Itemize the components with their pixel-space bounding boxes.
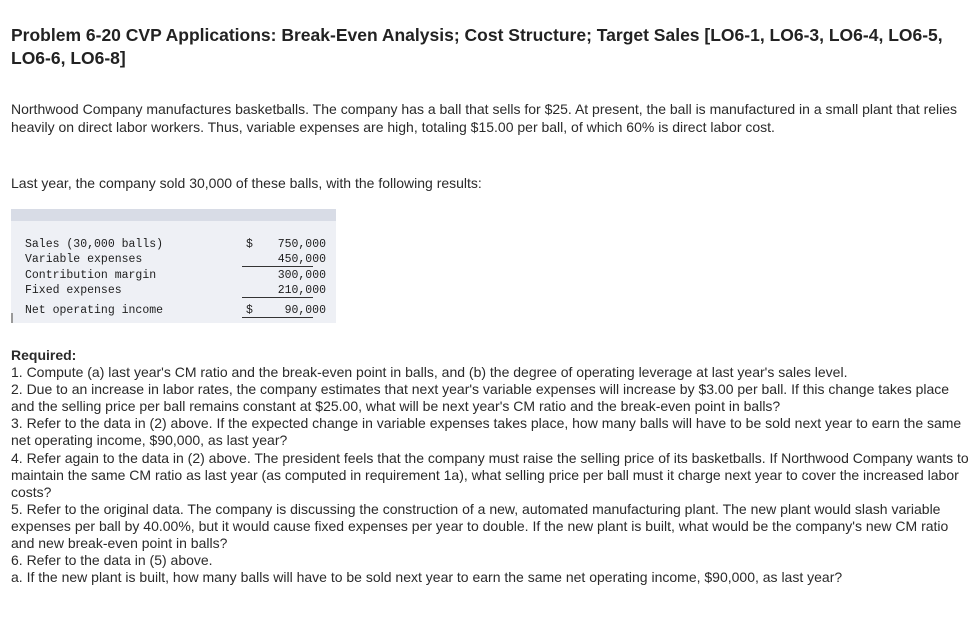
statement-row-contribution-margin bbox=[25, 269, 325, 284]
dollar-sign: $ bbox=[246, 304, 253, 317]
statement-value: 300,000 bbox=[277, 269, 326, 282]
dollar-sign: $ bbox=[246, 238, 253, 251]
required-section bbox=[11, 347, 973, 586]
statement-value: 210,000 bbox=[277, 284, 326, 297]
last-year-text: Last year, the company sold 30,000 of these balls, with the following results: bbox=[11, 175, 482, 191]
statement-label: Variable expenses bbox=[25, 253, 143, 266]
requirement-item: 5. Refer to the original data. The company is discussing the construction of a new, automated manufacturing plant. The new plant would slash variable expenses per ball by 40.00%, but it would cause fixed expenses per year to double. If the new plant is built, what would be the company's new CM ratio and new break-even point in balls? bbox=[11, 500, 949, 552]
requirement-item: 2. Due to an increase in labor rates, the company estimates that next year's variable expenses will increase by $3.00 per ball. If this change takes place and the selling price per ball remains constant at $25.00, what will be next year's CM ratio and the break-even point in balls? bbox=[11, 381, 950, 415]
income-statement bbox=[11, 209, 336, 323]
subtotal-rule bbox=[242, 266, 313, 267]
statement-edge bbox=[11, 313, 13, 323]
required-heading: Required: bbox=[11, 347, 77, 363]
requirement-item: 3. Refer to the data in (2) above. If the expected change in variable expenses takes place, how many balls will have to be sold next year to earn the same net operating income, $90,000, as last year? bbox=[11, 415, 962, 449]
statement-label: Fixed expenses bbox=[25, 284, 122, 297]
subtotal-rule bbox=[242, 297, 313, 298]
statement-value: 450,000 bbox=[277, 253, 326, 266]
statement-label: Sales (30,000 balls) bbox=[25, 238, 164, 251]
statement-row-sales bbox=[25, 238, 325, 253]
statement-label: Net operating income bbox=[25, 304, 164, 317]
problem-title: Problem 6-20 CVP Applications: Break-Even Analysis; Cost Structure; Target Sales [LO6-1, LO6-3, LO6-4, LO6-5, LO6-6, LO6-8] bbox=[11, 25, 943, 68]
problem-intro: Northwood Company manufactures basketballs. The company has a ball that sells for $25. At present, the ball is manufactured in a small plant that relies heavily on direct labor workers. Thus, variable expenses are high, totaling $15.00 per ball, of which 60% is direct labor cost. bbox=[11, 101, 958, 135]
requirement-item: 1. Compute (a) last year's CM ratio and the break-even point in balls, and (b) the degree of operating leverage at last year's sales level. bbox=[11, 364, 848, 381]
statement-label: Contribution margin bbox=[25, 269, 157, 282]
statement-value: 90,000 bbox=[284, 304, 326, 317]
total-rule bbox=[242, 317, 313, 318]
statement-value: 750,000 bbox=[277, 238, 326, 251]
requirement-item: 4. Refer again to the data in (2) above. The president feels that the company must raise the selling price of its basketballs. If Northwood Company wants to maintain the same CM ratio as last year (as computed in requirement 1a), what selling price per ball must it charge next year to cover the increased labor costs? bbox=[11, 449, 969, 500]
requirement-item: a. If the new plant is built, how many balls will have to be sold next year to earn the same net operating income, $90,000, as last year? bbox=[11, 569, 843, 586]
requirement-item: 6. Refer to the data in (5) above. bbox=[11, 552, 213, 569]
